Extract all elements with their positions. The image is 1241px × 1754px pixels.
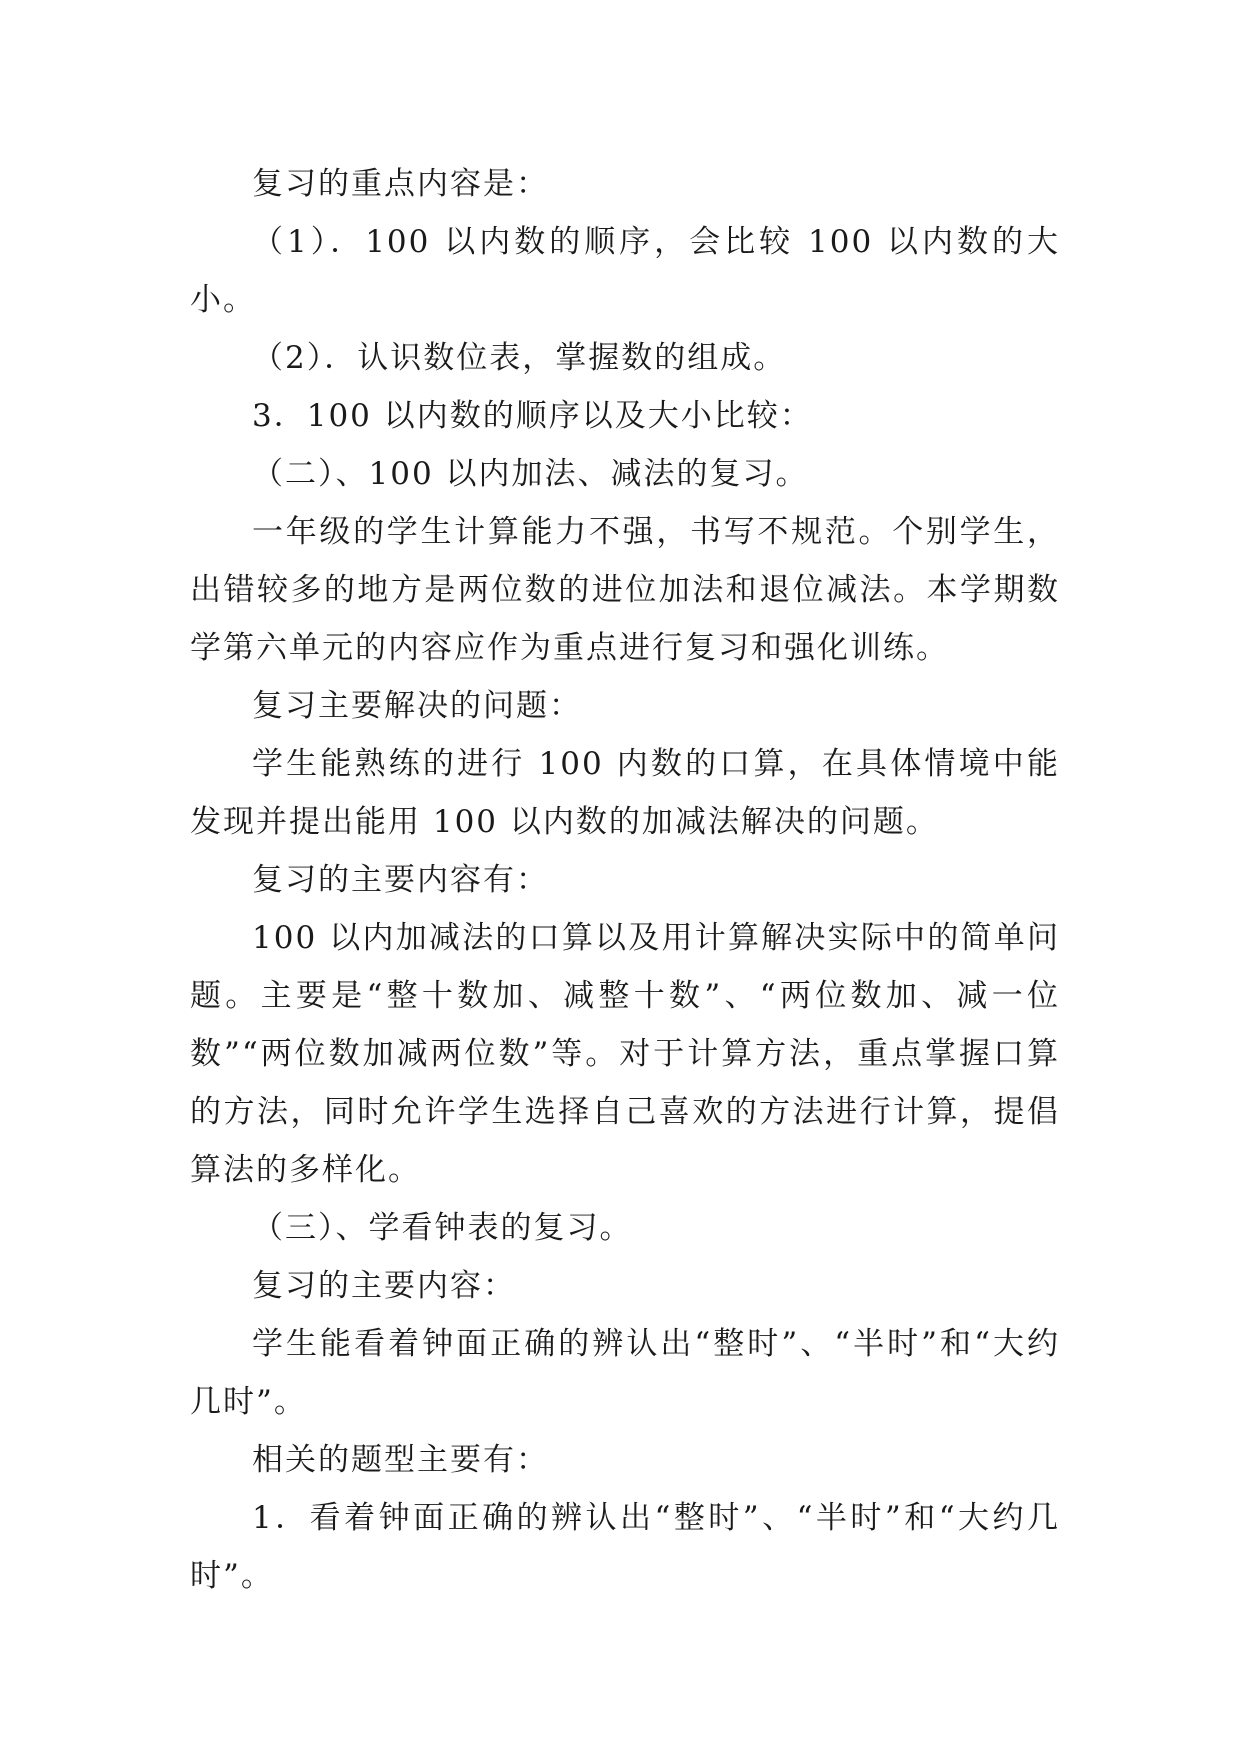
paragraph-question-type-1: 1．看着钟面正确的辨认出“整时”、“半时”和“大约几时”。: [190, 1500, 1060, 1594]
section-heading-addition-subtraction: （二）、100 以内加法、减法的复习。: [252, 456, 809, 492]
paragraph-clock-ability: 学生能看着钟面正确的辨认出“整时”、“半时”和“大约几时”。: [190, 1326, 1060, 1420]
paragraph-mental-arithmetic: 学生能熟练的进行 100 内数的口算，在具体情境中能发现并提出能用 100 以内数的加减法解决的问题。: [190, 746, 1060, 840]
paragraph-main-content: 100 以内加减法的口算以及用计算解决实际中的简单问题。主要是“整十数加、减整十数”、“两位数加、减一位数”“两位数加减两位数”等。对于计算方法，重点掌握口算的方法，同时允许学生选择自己喜欢的方法进行计算，提倡算法的多样化。: [190, 920, 1060, 1188]
paragraph-item-2: （2）．认识数位表，掌握数的组成。: [252, 340, 787, 376]
paragraph-clock-content-heading: 复习的主要内容：: [252, 1268, 516, 1304]
paragraph-problems-heading: 复习主要解决的问题：: [252, 688, 582, 724]
paragraph-question-types-heading: 相关的题型主要有：: [252, 1442, 549, 1478]
document-body: [190, 155, 1060, 1605]
paragraph-item-3: 3．100 以内数的顺序以及大小比较：: [252, 398, 813, 434]
paragraph-item-1: （1）．100 以内数的顺序，会比较 100 以内数的大小。: [190, 224, 1060, 318]
paragraph-review-focus-heading: 复习的重点内容是：: [252, 166, 549, 202]
section-heading-clock: （三）、学看钟表的复习。: [252, 1210, 633, 1246]
paragraph-student-ability: 一年级的学生计算能力不强，书写不规范。个别学生，出错较多的地方是两位数的进位加法和退位减法。本学期数学第六单元的内容应作为重点进行复习和强化训练。: [190, 514, 1060, 666]
paragraph-main-content-heading: 复习的主要内容有：: [252, 862, 549, 898]
